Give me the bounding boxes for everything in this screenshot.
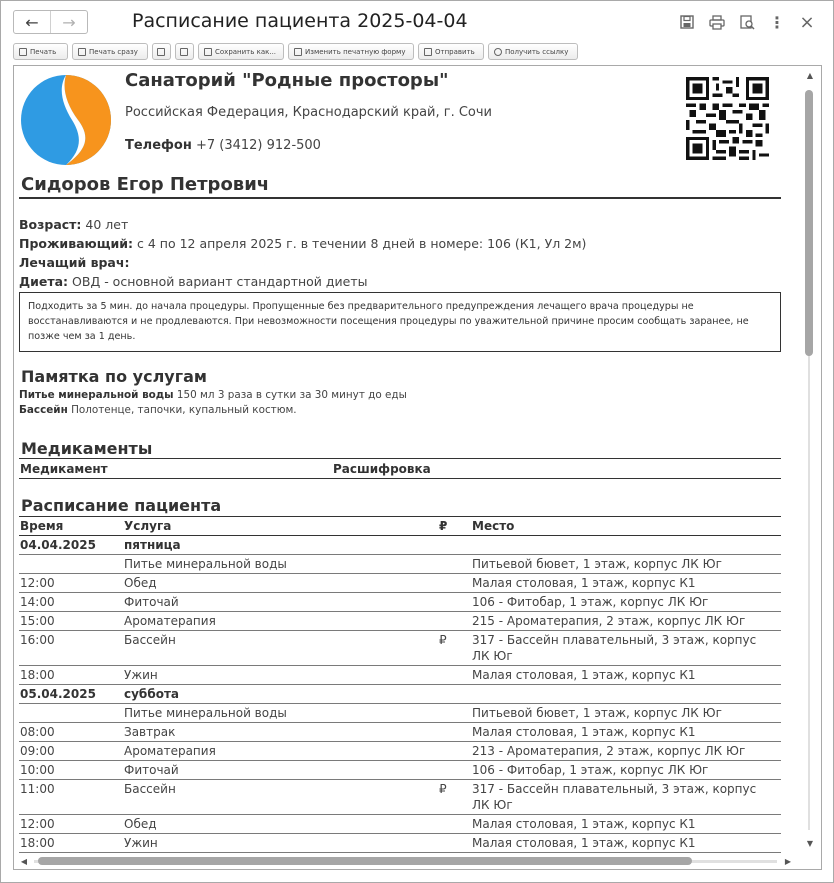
- row-place: 317 - Бассейн плавательный, 3 этаж, корпус ЛК Юг: [472, 782, 757, 812]
- horizontal-scrollbar[interactable]: [14, 854, 821, 869]
- meds-col-medicine: Медикамент: [20, 462, 108, 476]
- row-time: 05.04.2025: [20, 687, 96, 701]
- age-line: [19, 217, 128, 232]
- row-service: пятница: [124, 538, 181, 552]
- preview-search-icon[interactable]: [736, 10, 758, 34]
- row-time: 18:00: [20, 668, 55, 682]
- org-name: Санаторий "Родные просторы": [125, 70, 449, 91]
- table-row: [19, 780, 781, 815]
- edit-form-button[interactable]: [288, 43, 414, 60]
- memo-item: [19, 389, 407, 401]
- title-bar: [1, 1, 833, 43]
- table-row: [19, 574, 781, 593]
- schedule-col-rub: ₽: [439, 519, 448, 533]
- pencil-icon: [294, 48, 302, 56]
- row-place: 106 - Фитобар, 1 этаж, корпус ЛК Юг: [472, 595, 709, 609]
- row-service: Ужин: [124, 668, 158, 682]
- schedule-table: [19, 536, 781, 853]
- save-icon[interactable]: [676, 10, 698, 34]
- copies-icon: [157, 48, 165, 56]
- row-time: 09:00: [20, 744, 55, 758]
- print-now-button[interactable]: [72, 43, 148, 60]
- printer-icon: [19, 48, 27, 56]
- row-time: 11:00: [20, 782, 55, 796]
- row-service: Питье минеральной воды: [124, 557, 287, 571]
- meds-col-decode: Расшифровка: [333, 462, 431, 476]
- printer-icon: [78, 48, 86, 56]
- row-time: 14:00: [20, 595, 55, 609]
- scroll-up-icon[interactable]: ▲: [806, 71, 814, 80]
- doctor-line: [19, 255, 129, 270]
- org-phone: [125, 138, 321, 153]
- meds-title: Медикаменты: [21, 439, 153, 458]
- divider: [19, 458, 781, 459]
- table-row: [19, 631, 781, 666]
- row-time: 12:00: [20, 817, 55, 831]
- row-time: 12:00: [20, 576, 55, 590]
- schedule-title: Расписание пациента: [21, 496, 222, 515]
- row-time: 08:00: [20, 725, 55, 739]
- table-row: [19, 834, 781, 853]
- memo-item-text: 150 мл 3 раза в сутки за 30 минут до еды: [176, 389, 407, 401]
- memo-item-name: Бассейн: [19, 404, 68, 416]
- row-place: 215 - Ароматерапия, 2 этаж, корпус ЛК Юг: [472, 614, 746, 628]
- forward-arrow-icon[interactable]: →: [50, 11, 87, 33]
- more-icon[interactable]: ⋮: [769, 12, 785, 32]
- row-place: Малая столовая, 1 этаж, корпус К1: [472, 576, 696, 590]
- memo-title: Памятка по услугам: [21, 367, 207, 386]
- phone-value: +7 (3412) 912-500: [195, 138, 321, 153]
- vertical-scrollbar[interactable]: [799, 66, 821, 854]
- divider: [19, 516, 781, 517]
- phone-label: Телефон: [125, 138, 192, 153]
- stay-label: Проживающий:: [19, 236, 134, 251]
- row-place: Малая столовая, 1 этаж, корпус К1: [472, 836, 696, 850]
- row-service: Завтрак: [124, 725, 176, 739]
- row-place: 106 - Фитобар, 1 этаж, корпус ЛК Юг: [472, 763, 709, 777]
- close-icon[interactable]: ×: [799, 11, 815, 33]
- notice-box: Подходить за 5 мин. до начала процедуры. Пропущенные без предварительного предупреждения лечащего врача процедуры не восстанавливаются и не продлеваются. При невозможности посещения процедуры по уважительной причине просим сообщать заранее, не позже чем за 1 день.: [19, 292, 781, 352]
- row-service: Обед: [124, 576, 157, 590]
- row-place: [472, 537, 772, 553]
- row-service: Ужин: [124, 836, 158, 850]
- send-label: Отправить: [435, 47, 475, 56]
- table-row: [19, 815, 781, 834]
- row-service: Ароматерапия: [124, 614, 216, 628]
- row-time: 15:00: [20, 614, 55, 628]
- get-link-label: Получить ссылку: [505, 47, 569, 56]
- envelope-icon: [424, 48, 432, 56]
- row-place: Питьевой бювет, 1 этаж, корпус ЛК Юг: [472, 706, 722, 720]
- divider: [19, 197, 781, 199]
- link-icon: [494, 48, 502, 56]
- schedule-day-row: [19, 536, 781, 555]
- document-content: [14, 66, 799, 854]
- row-time: 04.04.2025: [20, 538, 96, 552]
- print-icon[interactable]: [706, 10, 728, 34]
- row-place: Малая столовая, 1 этаж, корпус К1: [472, 817, 696, 831]
- row-place: 213 - Ароматерапия, 2 этаж, корпус ЛК Юг: [472, 744, 746, 758]
- stay-line: [19, 236, 586, 251]
- diet-value: ОВД - основной вариант стандартной диеты: [72, 274, 368, 289]
- schedule-day-row: [19, 685, 781, 704]
- row-time: 18:00: [20, 836, 55, 850]
- document-frame: [13, 65, 822, 870]
- scroll-left-icon[interactable]: ◀: [20, 857, 28, 866]
- row-service: Бассейн: [124, 782, 176, 796]
- table-row: [19, 593, 781, 612]
- doctor-label: Лечащий врач:: [19, 255, 130, 270]
- toolbar: [13, 43, 578, 60]
- row-service: Фиточай: [124, 763, 179, 777]
- divider: [19, 478, 781, 479]
- row-place: 317 - Бассейн плавательный, 3 этаж, корпус ЛК Юг: [472, 633, 757, 663]
- table-row: [19, 723, 781, 742]
- scroll-thumb[interactable]: [38, 857, 692, 865]
- edit-form-label: Изменить печатную форму: [305, 47, 406, 56]
- row-place: [472, 686, 772, 702]
- nav-buttons: [13, 10, 88, 34]
- send-button[interactable]: [418, 43, 484, 60]
- row-service: Фиточай: [124, 595, 179, 609]
- org-address: Российская Федерация, Краснодарский край, г. Сочи: [125, 105, 493, 120]
- sanatorium-logo: [20, 74, 113, 166]
- patient-name: Сидоров Егор Петрович: [21, 174, 270, 195]
- scroll-thumb[interactable]: [805, 90, 813, 356]
- row-service: Бассейн: [124, 633, 176, 647]
- schedule-col-service: Услуга: [124, 519, 172, 533]
- get-link-button[interactable]: [488, 43, 578, 60]
- row-service: Ароматерапия: [124, 744, 216, 758]
- table-row: [19, 612, 781, 631]
- row-time: 10:00: [20, 763, 55, 777]
- memo-item-text: Полотенце, тапочки, купальный костюм.: [71, 404, 297, 416]
- table-row: [19, 666, 781, 685]
- back-arrow-icon[interactable]: ←: [25, 12, 39, 32]
- schedule-col-time: Время: [20, 519, 64, 533]
- diet-line: [19, 274, 368, 289]
- page-setup-button[interactable]: [175, 43, 194, 60]
- scroll-right-icon[interactable]: ▶: [784, 857, 792, 866]
- print-button-label: Печать: [30, 47, 57, 56]
- row-place: Питьевой бювет, 1 этаж, корпус ЛК Юг: [472, 557, 722, 571]
- row-service: Обед: [124, 817, 157, 831]
- row-place: Малая столовая, 1 этаж, корпус К1: [472, 725, 696, 739]
- row-place: Малая столовая, 1 этаж, корпус К1: [472, 668, 696, 682]
- print-button[interactable]: [13, 43, 68, 60]
- print-now-label: Печать сразу: [89, 47, 138, 56]
- age-label: Возраст:: [19, 217, 82, 232]
- memo-item-name: Питье минеральной воды: [19, 389, 174, 401]
- table-row: [19, 704, 781, 723]
- qr-code: [686, 77, 769, 160]
- page-icon: [180, 48, 188, 56]
- save-as-label: Сохранить как...: [215, 47, 277, 56]
- save-as-button[interactable]: [198, 43, 284, 60]
- memo-item: [19, 404, 297, 416]
- stay-value: с 4 по 12 апреля 2025 г. в течении 8 дней в номере: 106 (К1, Ул 2м): [137, 236, 587, 251]
- row-rub: ₽: [439, 633, 447, 647]
- window-title: Расписание пациента 2025-04-04: [132, 10, 468, 32]
- floppy-icon: [204, 48, 212, 56]
- row-rub: ₽: [439, 782, 447, 796]
- table-row: [19, 555, 781, 574]
- row-time: 16:00: [20, 633, 55, 647]
- copies-button[interactable]: [152, 43, 171, 60]
- scroll-down-icon[interactable]: ▼: [806, 839, 814, 848]
- diet-label: Диета:: [19, 274, 69, 289]
- table-row: [19, 761, 781, 780]
- row-service: Питье минеральной воды: [124, 706, 287, 720]
- age-value: 40 лет: [85, 217, 129, 232]
- table-row: [19, 742, 781, 761]
- row-service: суббота: [124, 687, 179, 701]
- schedule-col-place: Место: [472, 519, 515, 533]
